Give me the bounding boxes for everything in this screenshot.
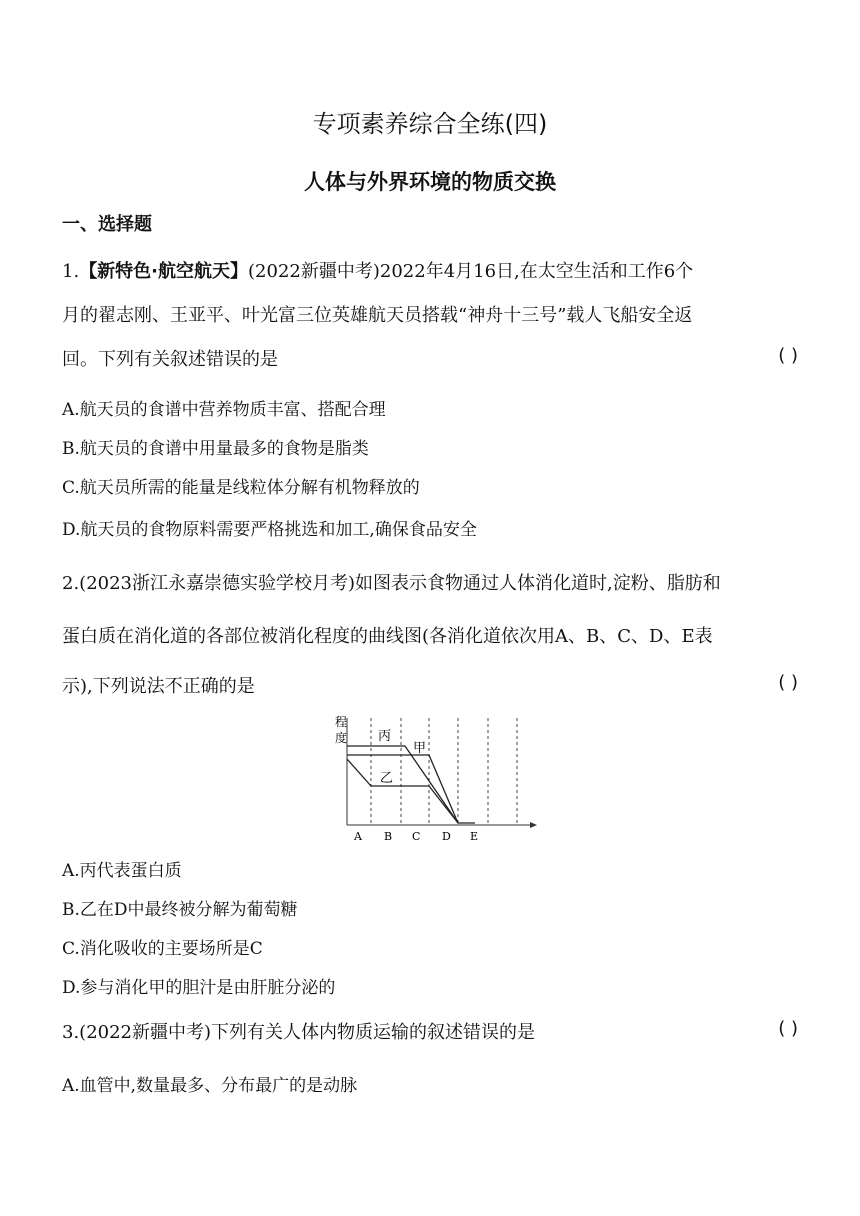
q2-option-c: C.消化吸收的主要场所是C: [62, 939, 263, 959]
q3-answer-blank: ( ): [778, 1018, 798, 1039]
curve-label-bing: 丙: [378, 729, 392, 744]
x-label-c: C: [412, 830, 421, 843]
curve-yi: [347, 759, 458, 823]
q1-option-c: C.航天员所需的能量是线粒体分解有机物释放的: [62, 478, 420, 498]
x-label-a: A: [354, 830, 362, 843]
q3-option-a: A.血管中,数量最多、分布最广的是动脉: [62, 1076, 358, 1096]
q1-option-a: A.航天员的食谱中营养物质丰富、搭配合理: [62, 400, 386, 420]
section-heading: 一、选择题: [62, 214, 152, 235]
q2-answer-blank: ( ): [778, 672, 798, 693]
x-axis-arrow: [530, 822, 537, 828]
q1-line-2: 月的翟志刚、王亚平、叶光富三位英雄航天员搭载“神舟十三号”载人飞船安全返: [62, 305, 693, 326]
q1-option-d: D.航天员的食物原料需要严格挑选和加工,确保食品安全: [62, 520, 477, 540]
curve-jia: [347, 755, 458, 823]
q2-line-1: 2.(2023浙江永嘉崇德实验学校月考)如图表示食物通过人体消化道时,淀粉、脂肪和: [62, 573, 721, 594]
q1-answer-blank: ( ): [778, 345, 798, 366]
q2-option-d: D.参与消化甲的胆汁是由肝脏分泌的: [62, 978, 336, 998]
q2-option-b: B.乙在D中最终被分解为葡萄糖: [62, 900, 298, 920]
x-label-d: D: [442, 830, 451, 843]
y-axis-label-2: 度: [335, 731, 348, 745]
page-title: 专项素养综合全练(四): [312, 110, 548, 138]
q1-line-1: [62, 257, 693, 283]
q2-line-3: 示),下列说法不正确的是: [62, 676, 255, 697]
q1-line-3: 回。下列有关叙述错误的是: [62, 349, 278, 370]
q1-number: 1.: [62, 261, 80, 282]
curve-label-yi: 乙: [380, 771, 394, 786]
q1-option-b: B.航天员的食谱中用量最多的食物是脂类: [62, 439, 369, 459]
q3-line-1: 3.(2022新疆中考)下列有关人体内物质运输的叙述错误的是: [62, 1022, 536, 1043]
q2-line-2: 蛋白质在消化道的各部位被消化程度的曲线图(各消化道依次用A、B、C、D、E表: [62, 626, 713, 647]
digestion-curve-figure: [325, 710, 540, 845]
x-label-b: B: [384, 830, 393, 843]
curve-label-jia: 甲: [413, 741, 427, 756]
q1-tag: 【新特色·航空航天】: [79, 261, 249, 282]
y-axis-label-1: 程: [335, 715, 348, 729]
q2-option-a: A.丙代表蛋白质: [62, 861, 182, 881]
x-label-e: E: [470, 830, 479, 843]
curve-bing: [347, 746, 475, 823]
page-subtitle: 人体与外界环境的物质交换: [304, 170, 556, 194]
q1-line-1-text: (2022新疆中考)2022年4月16日,在太空生活和工作6个: [248, 261, 694, 282]
